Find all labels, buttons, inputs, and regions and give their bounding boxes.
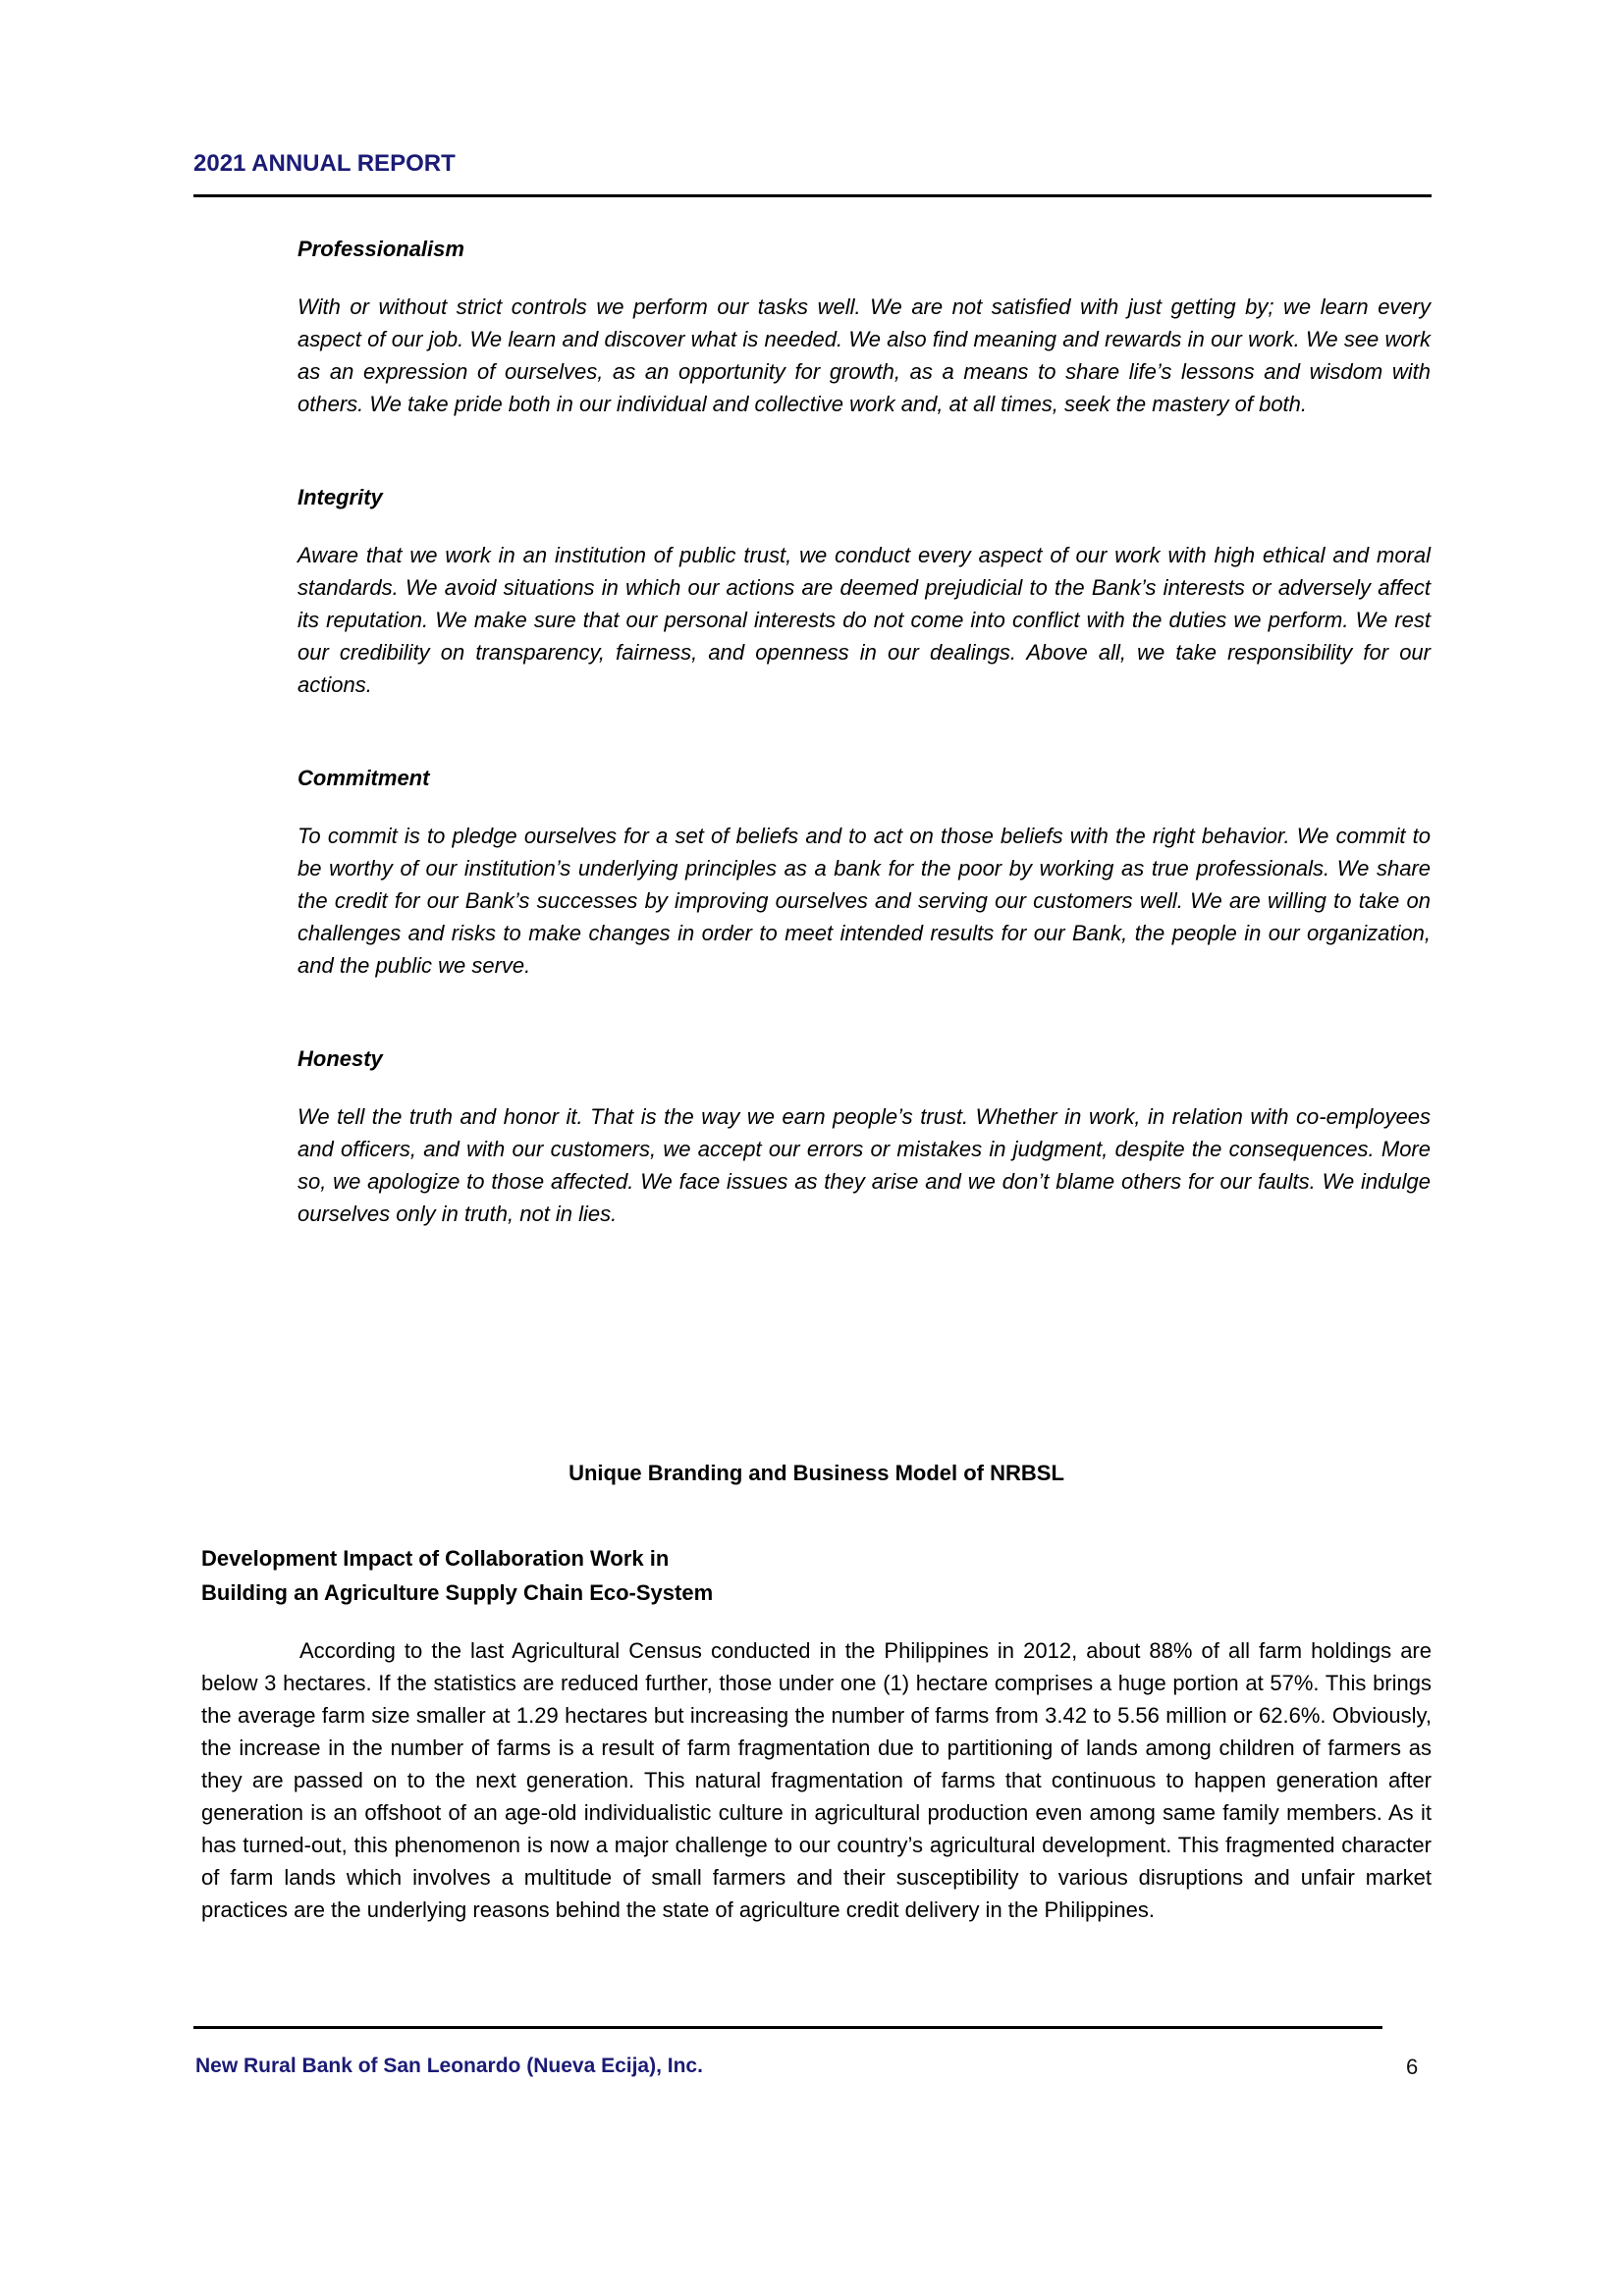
core-value-section <box>298 233 1431 420</box>
core-value-heading: Commitment <box>298 766 430 790</box>
core-value-paragraph: To commit is to pledge ourselves for a set of beliefs and to act on those beliefs with the right behavior. We commit to be worthy of our institution’s underlying principles as a bank for the poor by working as true professionals. We share the credit for our Bank’s successes by improving ourselves and serving our customers well. We are willing to take on challenges and risks to make changes in order to meet intended results for our Bank, the people in our organization, and the public we serve. <box>298 824 1431 978</box>
footer-divider <box>193 2026 1382 2029</box>
subsection-heading-line2: Building an Agriculture Supply Chain Eco-System <box>201 1580 714 1605</box>
core-value-paragraph: With or without strict controls we perform our tasks well. We are not satisfied with just getting by; we learn every aspect of our job. We learn and discover what is needed. We also find meaning and rewards in our work. We see work as an expression of ourselves, as an opportunity for growth, as a means to share life’s lessons and wisdom with others. We take pride both in our individual and collective work and, at all times, seek the mastery of both. <box>298 294 1431 416</box>
core-value-paragraph: We tell the truth and honor it. That is the way we earn people’s trust. Whether in work, in relation with co-employees and officers, and with our customers, we accept our errors or mistakes in judgment, despite the consequences. More so, we apologize to those affected. We face issues as they arise and we don’t blame others for our faults. We indulge ourselves only in truth, not in lies. <box>298 1104 1431 1226</box>
core-values-block <box>298 233 1431 1291</box>
core-value-heading: Honesty <box>298 1046 383 1071</box>
core-value-heading: Professionalism <box>298 237 464 261</box>
header-divider <box>193 194 1432 197</box>
subsection-paragraph: According to the last Agricultural Census conducted in the Philippines in 2012, about 88% of all farm holdings are below 3 hectares. If the statistics are reduced further, those under one (1) hectare comprises a huge portion at 57%. This brings the average farm size smaller at 1.29 hectares but increasing the number of farms from 3.42 to 5.56 million or 62.6%. Obviously, the increase in the number of farms is a result of farm fragmentation due to partitioning of lands among children of farmers as they are passed on to the next generation. This natural fragmentation of farms that continuous to happen generation after generation is an offshoot of an age-old individualistic culture in agricultural production even among same family members. As it has turned-out, this phenomenon is now a major challenge to our country’s agricultural development. This fragmented character of farm lands which involves a multitude of small farmers and their susceptibility to various disruptions and unfair market practices are the underlying reasons behind the state of agriculture credit delivery in the Philippines. <box>201 1638 1432 1922</box>
core-value-heading: Integrity <box>298 485 383 509</box>
subsection-heading-line1: Development Impact of Collaboration Work in <box>201 1546 670 1571</box>
branding-section <box>201 1457 1432 1926</box>
section-title: Unique Branding and Business Model of NRBSL <box>568 1461 1064 1485</box>
footer-bank-name: New Rural Bank of San Leonardo (Nueva Ecija), Inc. <box>195 2055 703 2077</box>
core-value-section <box>298 481 1431 701</box>
core-value-section <box>298 1042 1431 1230</box>
page-number: 6 <box>1406 2055 1419 2079</box>
core-value-paragraph: Aware that we work in an institution of public trust, we conduct every aspect of our work with high ethical and moral standards. We avoid situations in which our actions are deemed prejudicial to the Bank’s interests or adversely affect its reputation. We make sure that our personal interests do not come into conflict with the duties we perform. We rest our credibility on transparency, fairness, and openness in our dealings. Above all, we take responsibility for our actions. <box>298 543 1431 697</box>
subsection-heading <box>201 1541 1432 1610</box>
core-value-section <box>298 762 1431 982</box>
report-header-title: 2021 ANNUAL REPORT <box>193 150 456 177</box>
